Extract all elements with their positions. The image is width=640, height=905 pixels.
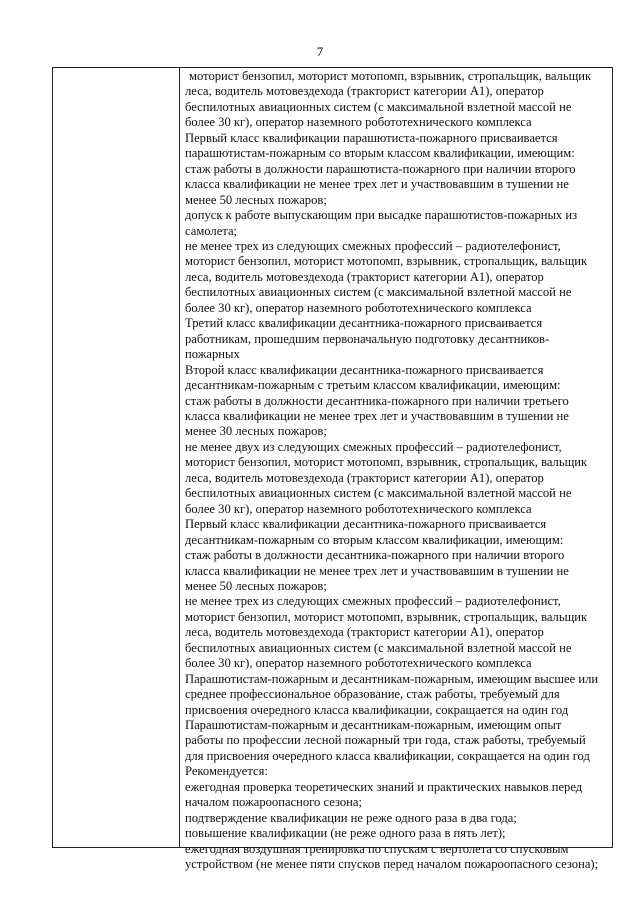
text-line: не менее трех из следующих смежных профессий – радиотелефонист, (185, 594, 561, 609)
text-line: более 30 кг), оператор наземного робототехнического комплекса (185, 115, 532, 130)
text-line: стаж работы в должности парашютиста-пожарного при наличии второго (185, 161, 576, 176)
text-line: более 30 кг), оператор наземного робототехнического комплекса (185, 656, 532, 671)
text-line: повышение квалификации (не реже одного раза в пять лет); (185, 826, 506, 841)
text-line: класса квалификации не менее трех лет и участвовавшим в тушении не (185, 177, 569, 192)
text-line: Рекомендуется: (185, 764, 268, 779)
text-line: не менее двух из следующих смежных профессий – радиотелефонист, (185, 439, 562, 454)
text-line: для присвоения очередного класса квалификации, сокращается на один год (185, 748, 590, 763)
text-line: более 30 кг), оператор наземного робототехнического комплекса (185, 501, 532, 516)
text-line: подтверждение квалификации не реже одного раза в два года; (185, 810, 517, 825)
text-line: леса, водитель мотовездехода (тракторист категории А1), оператор (185, 84, 544, 99)
text-line: работникам, прошедшим первоначальную подготовку десантников- (185, 331, 550, 346)
text-line: стаж работы в должности десантника-пожарного при наличии третьего (185, 393, 569, 408)
text-line: устройством (не менее пяти спусков перед началом пожароопасного сезона); (185, 857, 599, 872)
text-line: Первый класс квалификации десантника-пожарного присваивается (185, 517, 547, 532)
text-line: леса, водитель мотовездехода (тракторист категории А1), оператор (185, 269, 544, 284)
text-line: беспилотных авиационных систем (с максимальной взлетной массой не (185, 640, 572, 655)
text-line: моторист бензопил, моторист мотопомп, взрывник, стропальщик, вальщик (185, 254, 588, 269)
text-line: Парашютистам-пожарным и десантникам-пожарным, имеющим высшее или (185, 671, 599, 686)
text-line: беспилотных авиационных систем (с максимальной взлетной массой не (185, 99, 572, 114)
text-line: парашютистам-пожарным со вторым классом квалификации, имеющим: (185, 146, 575, 161)
text-line: десантникам-пожарным с третьим классом квалификации, имеющим: (185, 378, 561, 393)
text-line: пожарных (185, 347, 240, 362)
column-divider (179, 68, 180, 847)
text-line: работы по профессии лесной пожарный три года, стаж работы, требуемый (185, 733, 586, 748)
text-line: присвоения очередного класса квалификации, сокращается на один год (185, 702, 569, 717)
text-line: Третий класс квалификации десантника-пожарного присваивается (185, 316, 543, 331)
text-line: моторист бензопил, моторист мотопомп, взрывник, стропальщик, вальщик (189, 69, 592, 83)
text-line: леса, водитель мотовездехода (тракторист категории А1), оператор (185, 625, 544, 640)
text-line: класса квалификации не менее трех лет и участвовавшим в тушении не (185, 408, 569, 423)
page-number: 7 (316, 44, 324, 59)
text-line: допуск к работе выпускающим при высадке парашютистов-пожарных из (185, 208, 578, 223)
empty-left-cell (53, 68, 179, 847)
text-line: менее 30 лесных пожаров; (185, 424, 327, 439)
text-line: стаж работы в должности десантника-пожарного при наличии второго (185, 548, 565, 563)
requirements-text-cell (185, 69, 615, 873)
text-line: началом пожароопасного сезона; (185, 795, 362, 810)
text-line: ежегодная воздушная тренировка по спускам с вертолета со спусковым (185, 841, 569, 856)
text-line: Первый класс квалификации парашютиста-пожарного присваивается (185, 130, 558, 145)
text-line: более 30 кг), оператор наземного робототехнического комплекса (185, 300, 532, 315)
text-line: менее 50 лесных пожаров; (185, 192, 327, 207)
text-line: менее 50 лесных пожаров; (185, 578, 327, 593)
text-line: десантникам-пожарным со вторым классом квалификации, имеющим: (185, 532, 564, 547)
text-line: среднее профессиональное образование, стаж работы, требуемый для (185, 687, 560, 702)
text-line: Парашютистам-пожарным и десантникам-пожарным, имеющим опыт (185, 718, 562, 733)
text-line: беспилотных авиационных систем (с максимальной взлетной массой не (185, 285, 572, 300)
text-line: моторист бензопил, моторист мотопомп, взрывник, стропальщик, вальщик (185, 609, 588, 624)
text-line: класса квалификации не менее трех лет и участвовавшим в тушении не (185, 563, 569, 578)
text-line: леса, водитель мотовездехода (тракторист категории А1), оператор (185, 470, 544, 485)
text-line: беспилотных авиационных систем (с максимальной взлетной массой не (185, 486, 572, 501)
content-table (52, 67, 613, 872)
text-line: ежегодная проверка теоретических знаний и практических навыков перед (185, 779, 583, 794)
text-line: самолета; (185, 223, 238, 238)
text-line: Второй класс квалификации десантника-пожарного присваивается (185, 362, 544, 377)
text-line: моторист бензопил, моторист мотопомп, взрывник, стропальщик, вальщик (185, 455, 588, 470)
text-line: не менее трех из следующих смежных профессий – радиотелефонист, (185, 238, 561, 253)
